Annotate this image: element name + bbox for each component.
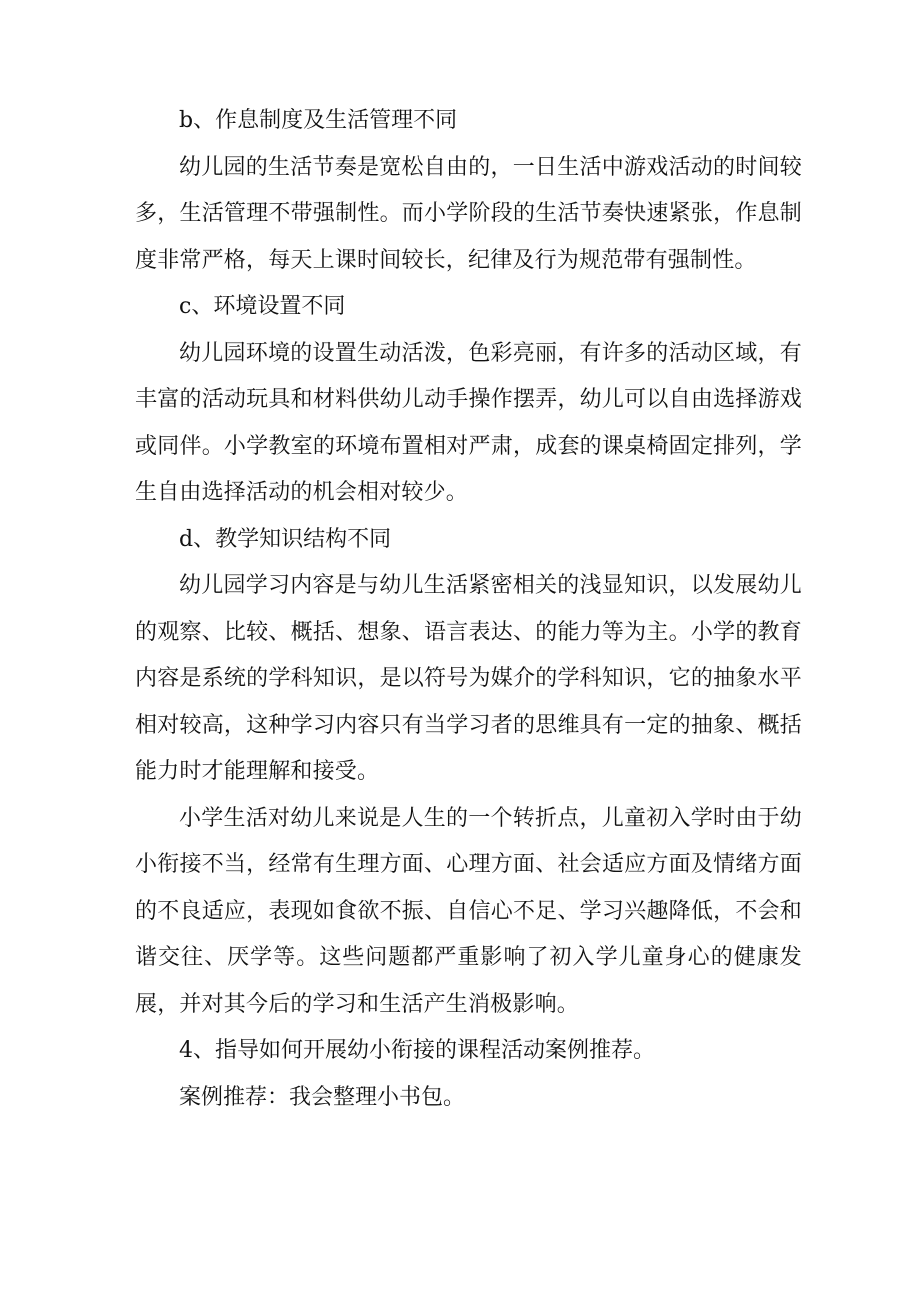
paragraph-schedule: 幼儿园的生活节奏是宽松自由的，一日生活中游戏活动的时间较多，生活管理不带强制性。而小学阶段的生活节奏快速紧张，作息制度非常严格，每天上课时间较长，纪律及行为规范带有强制性。 [135, 154, 802, 273]
paragraph-transition: 小学生活对幼儿来说是人生的一个转折点，儿童初入学时由于幼小衔接不当，经常有生理方面、心理方面、社会适应方面及情绪方面的不良适应，表现如食欲不振、自信心不足、学习兴趣降低，不会和谐交往、厌学等。这些问题都严重影响了初入学儿童身心的健康发展，并对其今后的学习和生活产生消极影响。 [135, 805, 802, 1017]
section-heading-c: c、环境设置不同 [179, 294, 346, 319]
section-heading-d: d、教学知识结构不同 [179, 526, 392, 552]
section-heading-b: b、作息制度及生活管理不同 [179, 108, 458, 133]
case-recommendation: 案例推荐：我会整理小书包。 [179, 1084, 466, 1110]
section-heading-4: 4、指导如何开展幼小衔接的课程活动案例推荐。 [179, 1038, 655, 1063]
paragraph-knowledge: 幼儿园学习内容是与幼儿生活紧密相关的浅显知识，以发展幼儿的观察、比较、概括、想象、语言表达、的能力等为主。小学的教育内容是系统的学科知识，是以符号为媒介的学科知识，它的抽象水平相对较高，这种学习内容只有当学习者的思维具有一定的抽象、概括能力时才能理解和接受。 [135, 573, 802, 784]
paragraph-environment: 幼儿园环境的设置生动活泼，色彩亮丽，有许多的活动区域，有丰富的活动玩具和材料供幼儿动手操作摆弄，幼儿可以自由选择游戏或同伴。小学教室的环境布置相对严肃，成套的课桌椅固定排列，学生自由选择活动的机会相对较少。 [135, 340, 802, 505]
